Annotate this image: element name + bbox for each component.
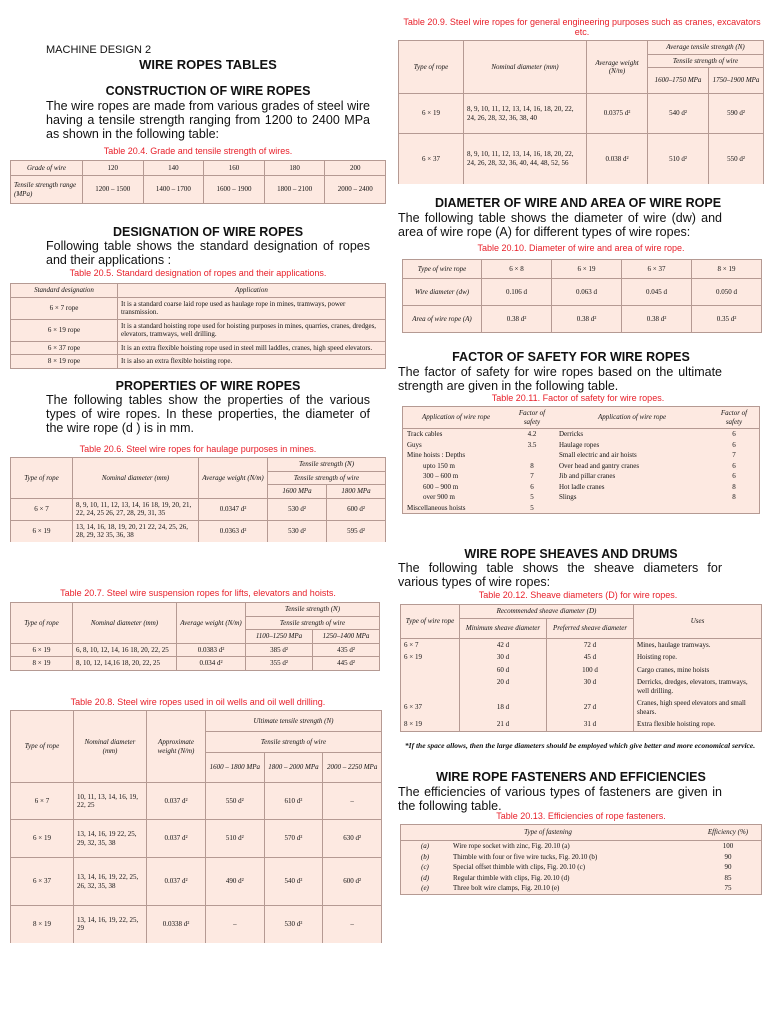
table-cell: Mine hoists : Depths bbox=[407, 451, 466, 459]
table-cell: 0.38 d² bbox=[482, 306, 552, 333]
table-cell: 6 × 37 bbox=[11, 858, 74, 906]
table-cell: (d) bbox=[420, 873, 430, 882]
table-cell: It is a standard coarse laid rope used as haulage rope in mines, tramways, power transmission. bbox=[118, 297, 386, 319]
table-cell: 0.0375 d² bbox=[587, 94, 648, 134]
table-cell: 8, 10, 12, 14,16 18, 20, 22, 25 bbox=[73, 657, 177, 671]
table-row bbox=[401, 651, 762, 664]
table-20-8 bbox=[10, 710, 382, 943]
table-row bbox=[401, 664, 762, 677]
table-cell: 600 d² bbox=[323, 858, 382, 906]
table-header-cell: Factor of safety bbox=[509, 407, 555, 429]
table-cell: 630 d² bbox=[323, 820, 382, 858]
table-cell: 1600 – 1900 bbox=[204, 176, 265, 204]
table-cell: 590 d² bbox=[709, 94, 764, 134]
table-header-cell: 1100–1250 MPa bbox=[246, 630, 313, 644]
table-header-cell: Factor of safety bbox=[709, 407, 760, 429]
table-cell: 0.38 d² bbox=[622, 306, 692, 333]
table-cell: Wire rope socket with zinc, Fig. 20.10 (a) bbox=[453, 842, 570, 850]
table-cell: 8 bbox=[530, 461, 534, 470]
table-cell: 7 bbox=[732, 451, 736, 459]
table-cell: 6 × 37 bbox=[622, 260, 692, 279]
safety-heading: FACTOR OF SAFETY FOR WIRE ROPES bbox=[452, 350, 690, 364]
table-row bbox=[11, 297, 386, 319]
properties-text: The following tables show the properties of the various types of wire ropes. In these properties, the diameter of the wire rope (d ) is in mm. bbox=[46, 393, 370, 435]
table-row bbox=[401, 638, 762, 651]
table-cell: 8 × 19 bbox=[11, 906, 74, 943]
table-cell: 8 × 19 bbox=[692, 260, 762, 279]
table-header-cell: Recommended sheave diameter (D) bbox=[460, 605, 634, 619]
table-cell: 8, 9, 10, 11, 12, 13, 14, 16, 18, 20, 22, 24, 26, 28, 32, 36, 38, 40 bbox=[464, 94, 587, 134]
table-20-13 bbox=[400, 824, 762, 895]
table-cell: 200 bbox=[325, 161, 386, 176]
table-header-cell: Efficiency (%) bbox=[695, 825, 762, 841]
table-header-cell: 1600–1750 MPa bbox=[648, 68, 709, 94]
table-cell: Type of wire rope bbox=[403, 260, 482, 279]
table-cell: 445 d² bbox=[313, 657, 380, 671]
table-cell: 60 d bbox=[460, 664, 547, 677]
table-cell: 180 bbox=[264, 161, 325, 176]
table-cell: 13, 14, 16, 18, 19, 20, 21 22, 24, 25, 26, 28, 29, 32 35, 36, 38 bbox=[73, 520, 199, 542]
table-cell: 42 d bbox=[460, 638, 547, 651]
table-20-10 bbox=[402, 259, 762, 333]
table-cell bbox=[555, 503, 709, 514]
table-cell: It is also an extra flexible hoisting rope. bbox=[118, 355, 386, 369]
table-header-cell: Application of wire rope bbox=[403, 407, 510, 429]
table-20-12 bbox=[400, 604, 762, 732]
table-cell: 30 d bbox=[547, 676, 634, 697]
table-header-cell: 1800 MPa bbox=[327, 485, 386, 499]
table-cell: Slings bbox=[559, 493, 577, 501]
table-cell: 435 d² bbox=[313, 643, 380, 657]
table-header-cell: Average weight (N/m) bbox=[199, 458, 268, 499]
table-cell: 540 d² bbox=[648, 94, 709, 134]
table-cell: 10, 11, 13, 14, 16, 19, 22, 25 bbox=[74, 783, 147, 820]
table-cell: 1400 – 1700 bbox=[143, 176, 204, 204]
table-cell: Miscellaneous hoists bbox=[407, 503, 466, 512]
table-header-cell: 2000 – 2250 MPa bbox=[323, 753, 382, 783]
table-header-cell: Type of wire rope bbox=[401, 605, 460, 639]
table-cell: (c) bbox=[421, 863, 429, 871]
table-20-11-caption: Table 20.11. Factor of safety for wire ropes. bbox=[491, 393, 665, 403]
table-cell: 300 – 600 m bbox=[423, 472, 459, 480]
table-cell: 13, 14, 16, 19, 22, 25, 26, 32, 35, 38 bbox=[74, 858, 147, 906]
table-cell: 510 d² bbox=[648, 134, 709, 184]
sheaves-text: The following table shows the sheave diameters for various types of wire ropes: bbox=[398, 561, 722, 589]
table-cell: 7 bbox=[530, 472, 534, 480]
table-20-9 bbox=[398, 40, 764, 184]
table-cell: 510 d² bbox=[206, 820, 265, 858]
table-header-cell: Type of fastening bbox=[401, 825, 696, 841]
table-row bbox=[401, 873, 762, 884]
table-cell: 0.0338 d² bbox=[147, 906, 206, 943]
table-row bbox=[401, 676, 762, 697]
table-cell: Track cables bbox=[407, 430, 443, 438]
table-header-cell: 1800 – 2000 MPa bbox=[264, 753, 323, 783]
table-cell: 20 d bbox=[460, 676, 547, 697]
table-20-7 bbox=[10, 602, 380, 671]
table-cell: over 900 m bbox=[423, 493, 455, 501]
table-cell: (b) bbox=[420, 852, 430, 861]
table-row bbox=[403, 503, 760, 514]
table-cell: 0.0347 d² bbox=[199, 498, 268, 520]
table-cell: 90 bbox=[724, 863, 732, 871]
table-header-cell: 1250–1400 MPa bbox=[313, 630, 380, 644]
table-cell: 100 bbox=[722, 842, 734, 850]
table-cell bbox=[401, 676, 460, 697]
table-cell bbox=[709, 503, 760, 514]
table-row bbox=[403, 306, 762, 333]
table-cell: 90 bbox=[724, 852, 732, 861]
table-cell: Over head and gantry cranes bbox=[559, 461, 640, 470]
fasteners-heading: WIRE ROPE FASTENERS AND EFFICIENCIES bbox=[436, 770, 706, 784]
table-row bbox=[403, 429, 760, 440]
table-cell: 6 × 7 bbox=[11, 783, 74, 820]
table-header-cell: Average weight (N/m) bbox=[177, 603, 246, 644]
table-cell: 595 d² bbox=[327, 520, 386, 542]
table-cell: 6 × 37 bbox=[401, 697, 460, 718]
table-cell: Regular thimble with clips, Fig. 20.10 (d) bbox=[453, 873, 570, 882]
table-row bbox=[11, 355, 386, 369]
table-header-cell: Ultimate tensile strength (N) bbox=[206, 711, 382, 732]
table-cell: Mines, haulage tramways. bbox=[634, 638, 762, 651]
table-cell: 6 × 7 bbox=[401, 638, 460, 651]
table-header-cell: Tensile strength (N) bbox=[268, 458, 386, 472]
table-cell: 1200 – 1500 bbox=[83, 176, 144, 204]
table-cell: 0.050 d bbox=[692, 279, 762, 306]
table-cell: Cargo cranes, mine hoists bbox=[634, 664, 762, 677]
table-cell: 6 × 7 bbox=[11, 498, 73, 520]
table-cell: 140 bbox=[143, 161, 204, 176]
table-cell: 13, 14, 16, 19 22, 25, 29, 32, 35, 38 bbox=[74, 820, 147, 858]
table-20-4-caption: Table 20.4. Grade and tensile strength of wires. bbox=[103, 146, 293, 156]
table-cell: 600 d² bbox=[327, 498, 386, 520]
table-cell: 6 × 19 rope bbox=[11, 319, 118, 341]
table-header-cell: Minimum sheave diameter bbox=[460, 618, 547, 638]
table-header-cell: Approximate weight (N/m) bbox=[147, 711, 206, 783]
table-cell: 6 × 19 bbox=[11, 820, 74, 858]
table-cell: Tensile strength range (MPa) bbox=[11, 176, 83, 204]
table-cell: 0.063 d bbox=[552, 279, 622, 306]
table-cell: 530 d² bbox=[268, 498, 327, 520]
table-header-cell: Type of rope bbox=[11, 458, 73, 499]
table-row bbox=[401, 862, 762, 873]
table-cell: upto 150 m bbox=[423, 461, 455, 470]
properties-heading: PROPERTIES OF WIRE ROPES bbox=[115, 379, 301, 393]
table-cell: 18 d bbox=[460, 697, 547, 718]
table-row bbox=[401, 718, 762, 731]
table-row bbox=[403, 471, 760, 482]
table-cell: 27 d bbox=[547, 697, 634, 718]
table-cell: Cranes, high speed elevators and small shears. bbox=[634, 697, 762, 718]
table-cell: 8 × 19 rope bbox=[11, 355, 118, 369]
table-row bbox=[11, 783, 382, 820]
table-row bbox=[403, 260, 762, 279]
table-cell: 160 bbox=[204, 161, 265, 176]
table-cell: Jib and pillar cranes bbox=[559, 472, 616, 480]
table-cell: Haulage ropes bbox=[559, 440, 600, 449]
table-row bbox=[399, 134, 764, 184]
table-cell: 530 d² bbox=[264, 906, 323, 943]
table-header-cell: Nominal diameter (mm) bbox=[73, 603, 177, 644]
table-cell: 6 × 19 bbox=[399, 94, 464, 134]
table-row bbox=[11, 643, 380, 657]
table-cell: Thimble with four or five wire tucks, Fig. 20.10 (b) bbox=[453, 852, 598, 861]
table-row bbox=[11, 319, 386, 341]
table-row bbox=[403, 461, 760, 472]
table-20-12-caption: Table 20.12. Sheave diameters (D) for wire ropes. bbox=[478, 590, 678, 600]
table-cell: 6 bbox=[732, 472, 736, 480]
table-header-cell: Application bbox=[118, 284, 386, 298]
table-cell: Hot ladle cranes bbox=[559, 482, 605, 491]
table-header-cell: Standard designation bbox=[11, 284, 118, 298]
table-cell: 8 × 19 bbox=[11, 657, 73, 671]
table-cell: 0.35 d² bbox=[692, 306, 762, 333]
table-cell: 550 d² bbox=[709, 134, 764, 184]
diameter-text: The following table shows the diameter of wire (dw) and area of wire rope (A) for different types of wire ropes: bbox=[398, 211, 722, 239]
table-cell: 8, 9, 10, 11, 12, 13, 14, 16, 18, 20, 22, 24, 26, 28, 32, 36, 40, 44, 48, 52, 56 bbox=[464, 134, 587, 184]
table-header-cell: Type of rope bbox=[11, 603, 73, 644]
table-cell: 600 – 900 m bbox=[423, 482, 459, 491]
table-cell: 31 d bbox=[547, 718, 634, 731]
table-cell: 13, 14, 16, 19, 22, 25, 29 bbox=[74, 906, 147, 943]
designation-text: Following table shows the standard designation of ropes and their applications : bbox=[46, 239, 370, 267]
table-row bbox=[11, 820, 382, 858]
table-cell: 6 bbox=[732, 461, 736, 470]
table-cell: It is a standard hoisting rope used for hoisting purposes in mines, quarries, cranes, dredges, elevators, tramways, well drilling. bbox=[118, 319, 386, 341]
table-cell: 0.037 d² bbox=[147, 858, 206, 906]
table-cell: 6 × 19 bbox=[11, 643, 73, 657]
table-cell: 8 bbox=[732, 482, 736, 491]
table-cell: 0.037 d² bbox=[147, 820, 206, 858]
table-cell: 100 d bbox=[547, 664, 634, 677]
table-row bbox=[403, 279, 762, 306]
table-header-cell: Nominal diameter (mm) bbox=[464, 41, 587, 94]
table-20-10-caption: Table 20.10. Diameter of wire and area of wire rope. bbox=[477, 243, 685, 253]
table-20-4 bbox=[10, 160, 386, 204]
table-cell: 0.045 d bbox=[622, 279, 692, 306]
table-cell: 85 bbox=[724, 873, 732, 882]
table-cell: 6 × 37 bbox=[399, 134, 464, 184]
table-row bbox=[11, 858, 382, 906]
table-header-cell: 1600 MPa bbox=[268, 485, 327, 499]
table-20-7-caption: Table 20.7. Steel wire suspension ropes for lifts, elevators and hoists. bbox=[60, 588, 336, 598]
fasteners-text: The efficiencies of various types of fasteners are given in the following table. bbox=[398, 785, 722, 813]
table-cell: Derricks bbox=[559, 430, 584, 438]
table-header-cell: Uses bbox=[634, 605, 762, 639]
table-row bbox=[401, 852, 762, 863]
table-cell: Extra flexible hoisting rope. bbox=[634, 718, 762, 731]
table-cell: 385 d² bbox=[246, 643, 313, 657]
table-cell: 6 bbox=[530, 482, 534, 491]
table-header-cell: Type of rope bbox=[11, 711, 74, 783]
table-header-cell: Tensile strength of wire bbox=[268, 471, 386, 485]
table-20-5-caption: Table 20.5. Standard designation of ropes and their applications. bbox=[69, 268, 327, 278]
safety-text: The factor of safety for wire ropes based on the ultimate strength are given in the following table. bbox=[398, 365, 722, 393]
table-cell bbox=[509, 450, 555, 461]
table-header-cell: Average weight (N/m) bbox=[587, 41, 648, 94]
table-cell bbox=[401, 664, 460, 677]
table-cell: 6 × 37 rope bbox=[11, 341, 118, 355]
table-cell: 6 bbox=[732, 440, 736, 449]
table-cell: 540 d² bbox=[264, 858, 323, 906]
table-cell: (e) bbox=[421, 884, 429, 892]
table-cell: It is an extra flexible hoisting rope used in steel mill laddles, cranes, high speed elevators. bbox=[118, 341, 386, 355]
table-header-cell: Average tensile strength (N) bbox=[648, 41, 764, 55]
table-cell: 30 d bbox=[460, 651, 547, 664]
table-cell: 8 × 19 bbox=[401, 718, 460, 731]
table-cell: 2000 – 2400 bbox=[325, 176, 386, 204]
table-20-5 bbox=[10, 283, 386, 369]
table-cell: 610 d² bbox=[264, 783, 323, 820]
table-cell: 0.038 d² bbox=[587, 134, 648, 184]
table-cell: 6 × 8 bbox=[482, 260, 552, 279]
table-cell: 0.106 d bbox=[482, 279, 552, 306]
designation-heading: DESIGNATION OF WIRE ROPES bbox=[112, 225, 304, 239]
construction-heading: CONSTRUCTION OF WIRE ROPES bbox=[105, 84, 311, 98]
table-row bbox=[401, 883, 762, 894]
page-header: MACHINE DESIGN 2 bbox=[46, 44, 152, 56]
table-cell: 120 bbox=[83, 161, 144, 176]
table-cell: 1800 – 2100 bbox=[264, 176, 325, 204]
page-title: WIRE ROPES TABLES bbox=[139, 57, 277, 72]
table-20-11 bbox=[402, 406, 760, 514]
table-cell: 6 × 7 rope bbox=[11, 297, 118, 319]
table-cell: – bbox=[323, 783, 382, 820]
table-cell: Special offset thimble with clips, Fig. 20.10 (c) bbox=[453, 863, 586, 871]
table-20-9-caption: Table 20.9. Steel wire ropes for general engineering purposes such as cranes, excavators etc. bbox=[403, 17, 761, 37]
table-cell: Small electric and air hoists bbox=[559, 451, 637, 459]
table-cell: 8 bbox=[732, 493, 736, 501]
table-cell: 570 d² bbox=[264, 820, 323, 858]
table-row bbox=[11, 657, 380, 671]
table-cell: 550 d² bbox=[206, 783, 265, 820]
table-cell: 0.034 d² bbox=[177, 657, 246, 671]
table-header-cell: Application of wire rope bbox=[555, 407, 709, 429]
table-cell: Three bolt wire clamps, Fig. 20.10 (e) bbox=[453, 884, 560, 892]
table-header-cell: Tensile strength (N) bbox=[246, 603, 380, 617]
table-row bbox=[11, 906, 382, 943]
table-row bbox=[11, 520, 386, 542]
table-cell: 72 d bbox=[547, 638, 634, 651]
table-cell: 45 d bbox=[547, 651, 634, 664]
table-cell: (a) bbox=[420, 842, 430, 850]
table-row bbox=[401, 697, 762, 718]
table-cell: 0.0383 d² bbox=[177, 643, 246, 657]
table-cell: 21 d bbox=[460, 718, 547, 731]
sheaves-heading: WIRE ROPE SHEAVES AND DRUMS bbox=[464, 547, 678, 561]
table-header-cell: Tensile strength of wire bbox=[648, 54, 764, 68]
table-cell: Guys bbox=[407, 440, 422, 449]
table-row bbox=[403, 450, 760, 461]
table-cell: – bbox=[206, 906, 265, 943]
table-cell: 75 bbox=[724, 884, 732, 892]
table-cell: 6 × 19 bbox=[552, 260, 622, 279]
table-cell: 355 d² bbox=[246, 657, 313, 671]
construction-text: The wire ropes are made from various grades of steel wire having a tensile strength ranging from 1200 to 2400 MPa as shown in the following table: bbox=[46, 99, 370, 141]
table-cell: 6, 8, 10, 12, 14, 16 18, 20, 22, 25 bbox=[73, 643, 177, 657]
table-cell: Derricks, dredges, elevators, tramways, well drilling. bbox=[634, 676, 762, 697]
table-20-6 bbox=[10, 457, 386, 542]
table-row bbox=[399, 94, 764, 134]
table-cell: 4.2 bbox=[527, 430, 537, 438]
table-row bbox=[401, 841, 762, 852]
table-row bbox=[403, 482, 760, 493]
table-cell: Grade of wire bbox=[11, 161, 83, 176]
table-cell: 0.0363 d² bbox=[199, 520, 268, 542]
table-cell: Area of wire rope (A) bbox=[403, 306, 482, 333]
table-cell: Wire diameter (dw) bbox=[403, 279, 482, 306]
table-20-6-caption: Table 20.6. Steel wire ropes for haulage purposes in mines. bbox=[79, 444, 317, 454]
table-cell: 6 bbox=[732, 430, 736, 438]
table-cell: 6 × 19 bbox=[401, 651, 460, 664]
table-cell: 530 d² bbox=[268, 520, 327, 542]
table-header-cell: Tensile strength of wire bbox=[206, 732, 382, 753]
table-cell: 0.037 d² bbox=[147, 783, 206, 820]
table-row bbox=[11, 498, 386, 520]
table-header-cell: 1750–1900 MPa bbox=[709, 68, 764, 94]
table-row bbox=[403, 440, 760, 451]
table-cell: 0.38 d² bbox=[552, 306, 622, 333]
table-cell: 490 d² bbox=[206, 858, 265, 906]
table-header-cell: Type of rope bbox=[399, 41, 464, 94]
table-cell: Hoisting rope. bbox=[634, 651, 762, 664]
table-20-8-caption: Table 20.8. Steel wire ropes used in oil wells and oil well drilling. bbox=[70, 697, 326, 707]
diameter-heading: DIAMETER OF WIRE AND AREA OF WIRE ROPE bbox=[434, 196, 722, 210]
sheave-footnote: *If the space allows, then the large diameters should be employed which give better and more economical service. bbox=[404, 741, 756, 750]
table-header-cell: Preferred sheave diameter bbox=[547, 618, 634, 638]
table-cell: 6 × 19 bbox=[11, 520, 73, 542]
table-cell: 8, 9, 10, 11, 12, 13, 14, 16 18, 19, 20, 21, 22, 24, 25 26, 27, 28, 29, 31, 35 bbox=[73, 498, 199, 520]
table-cell: 5 bbox=[530, 493, 534, 501]
table-cell: 5 bbox=[530, 503, 534, 512]
table-header-cell: Nominal diameter (mm) bbox=[74, 711, 147, 783]
table-row bbox=[11, 341, 386, 355]
table-header-cell: Tensile strength of wire bbox=[246, 616, 380, 630]
table-cell: – bbox=[323, 906, 382, 943]
table-header-cell: 1600 – 1800 MPa bbox=[206, 753, 265, 783]
table-header-cell: Nominal diameter (mm) bbox=[73, 458, 199, 499]
table-row bbox=[403, 492, 760, 503]
table-20-13-caption: Table 20.13. Efficiencies of rope fasteners. bbox=[496, 811, 666, 821]
table-cell: 3.5 bbox=[527, 440, 537, 449]
